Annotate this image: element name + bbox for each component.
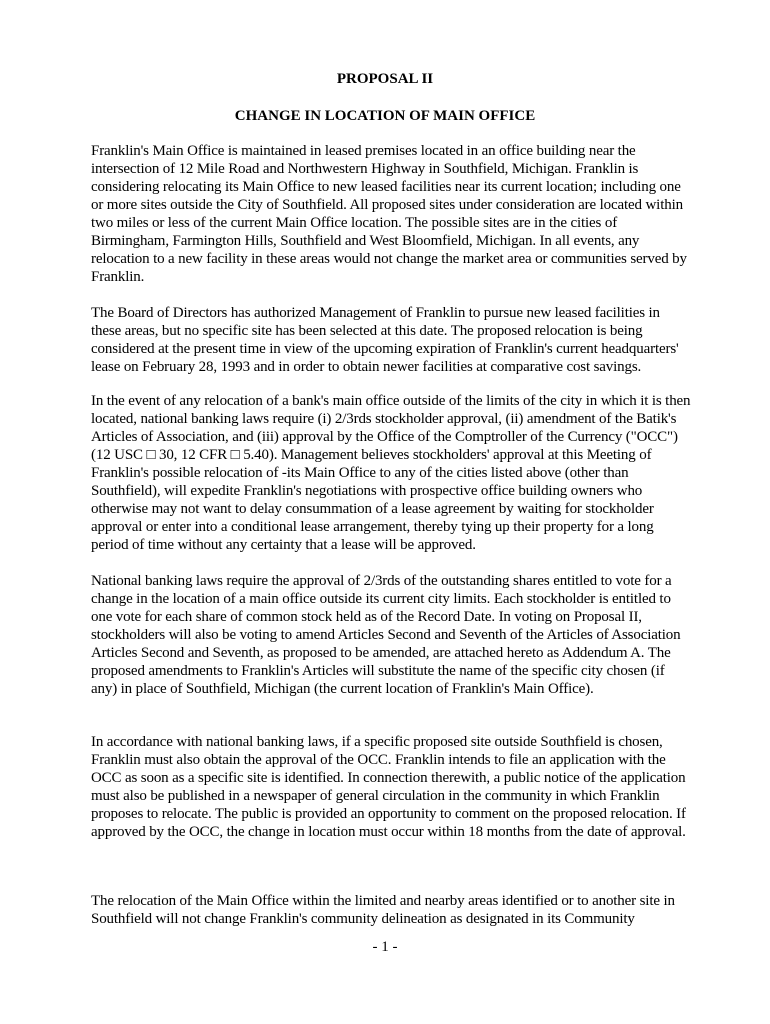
proposal-title: PROPOSAL II bbox=[336, 71, 434, 87]
page-number: - 1 - bbox=[372, 939, 398, 955]
paragraph-occ-approval: In accordance with national banking laws, if a specific proposed site outside Southfield is chosen, Franklin must also obtain the approval of the OCC. Franklin intends to file an application with the OCC as soon as a specific site is identified. In connection therewith, a public notice of the application must also be published in a newspaper of general circulation in the community in which Franklin proposes to relocate. The public is provided an opportunity to comment on the proposed relocation. If approved by the OCC, the change in location must occur within 18 months from the date of approval. bbox=[91, 734, 686, 840]
paragraph-relocation-requirements: In the event of any relocation of a bank's main office outside of the limits of the city in which it is then located, national banking laws require (i) 2/3rds stockholder approval, (ii) amendment of the Batik's Articles of Association, and (iii) approval by the Office of the Comptroller of the Currency ("OCC") (12 USC □ 30, 12 CFR □ 5.40). Management believes stockholders' approval at this Meeting of Franklin's possible relocation of -its Main Office to any of the cities listed above (other than Southfield), will expedite Franklin's negotiations with prospective office building owners who otherwise may not want to delay consummation of a lease agreement by waiting for stockholder approval or enter into a conditional lease arrangement, thereby tying up their property for a long period of time without any certainty that a lease will be approved. bbox=[91, 393, 691, 553]
paragraph-community-delineation: The relocation of the Main Office within the limited and nearby areas identified or to another site in Southfield will not change Franklin's community delineation as designated in its Community bbox=[91, 893, 675, 927]
section-heading: CHANGE IN LOCATION OF MAIN OFFICE bbox=[234, 108, 536, 124]
paragraph-voting-approval: National banking laws require the approval of 2/3rds of the outstanding shares entitled to vote for a change in the location of a main office outside its current city limits. Each stockholder is entitled to one vote for each share of common stock held as of the Record Date. In voting on Proposal II, stockholders will also be voting to amend Articles Second and Seventh of the Articles of Association Articles Second and Seventh, as proposed to be amended, are attached hereto as Addendum A. The proposed amendments to Franklin's Articles will substitute the name of the specific city chosen (if any) in place of Southfield, Michigan (the current location of Franklin's Main Office). bbox=[91, 573, 681, 697]
paragraph-main-office: Franklin's Main Office is maintained in leased premises located in an office building near the intersection of 12 Mile Road and Northwestern Highway in Southfield, Michigan. Franklin is considering relocating its Main Office to new leased facilities near its current location; including one or more sites outside the City of Southfield. All proposed sites under consideration are located within two miles or less of the current Main Office location. The possible sites are in the cities of Birmingham, Farmington Hills, Southfield and West Bloomfield, Michigan. In all events, any relocation to a new facility in these areas would not change the market area or communities served by Franklin. bbox=[91, 143, 687, 285]
paragraph-board-authorization: The Board of Directors has authorized Management of Franklin to pursue new leased facilities in these areas, but no specific site has been selected at this date. The proposed relocation is being considered at the present time in view of the upcoming expiration of Franklin's current headquarters' lease on February 28, 1993 and in order to obtain newer facilities at comparative cost savings. bbox=[91, 305, 679, 375]
